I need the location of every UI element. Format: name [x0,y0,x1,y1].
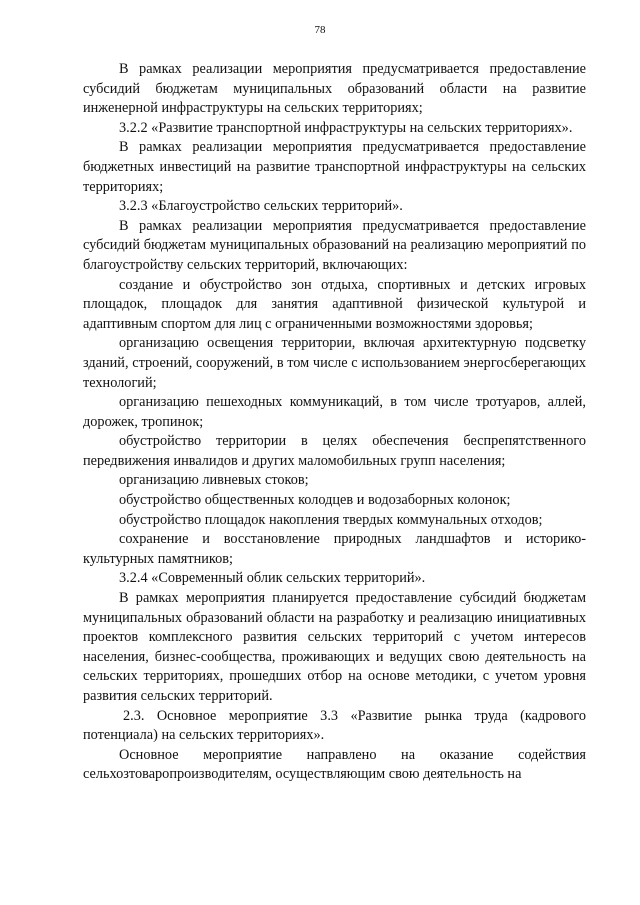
section-heading-3-2-4: 3.2.4 «Современный облик сельских территорий». [119,570,426,587]
paragraph: В рамках реализации мероприятия предусматривается предоставление бюджетных инвестиций на развитие транспортной инфраструктуры на сельских территориях; [83,139,586,195]
paragraph: В рамках мероприятия планируется предоставление субсидий бюджетам муниципальных образований области на разработку и реализацию инициативных проектов комплексного развития сельских территорий с учетом интересов населения, бизнес-сообщества, проживающих и ведущих свою деятельность на сельских территориях, прошедших отбор на основе методики, с учетом уровня развития сельских территорий. [83,590,586,704]
document-body [83,60,586,785]
section-heading-3-2-3: 3.2.3 «Благоустройство сельских территорий». [119,198,403,215]
list-item: обустройство территории в целях обеспечения беспрепятственного передвижения инвалидов и других маломобильных групп населения; [83,433,586,469]
list-item: обустройство площадок накопления твердых коммунальных отходов; [119,511,543,528]
list-item: организацию освещения территории, включая архитектурную подсветку зданий, строений, сооружений, в том числе с использованием энергосберегающих технологий; [83,335,586,391]
list-item: организацию пешеходных коммуникаций, в том числе тротуаров, аллей, дорожек, тропинок; [83,394,586,430]
paragraph: В рамках реализации мероприятия предусматривается предоставление субсидий бюджетам муниципальных образований области на развитие инженерной инфраструктуры на сельских территориях; [83,61,586,117]
paragraph: В рамках реализации мероприятия предусматривается предоставление субсидий бюджетам муниципальных образований на реализацию мероприятий по благоустройству сельских территорий, включающих: [83,217,586,273]
list-item: организацию ливневых стоков; [119,472,309,489]
list-item: обустройство общественных колодцев и водозаборных колонок; [119,492,511,509]
section-heading-3-2-2: 3.2.2 «Развитие транспортной инфраструктуры на сельских территориях». [119,119,573,136]
paragraph: Основное мероприятие направлено на оказание содействия сельхозтоваропроизводителям, осуществляющим свою деятельность на [83,746,586,783]
list-item: сохранение и восстановление природных ландшафтов и историко-культурных памятников; [83,531,586,567]
section-heading-2-3: 2.3. Основное мероприятие 3.3 «Развитие рынка труда (кадрового потенциала) на сельских территориях». [83,707,586,744]
page-number: 78 [314,24,326,36]
list-item: создание и обустройство зон отдыха, спортивных и детских игровых площадок, площадок для занятия адаптивной физической культурой и адаптивным спортом для лиц с ограниченными возможностями здоровья; [83,276,586,332]
